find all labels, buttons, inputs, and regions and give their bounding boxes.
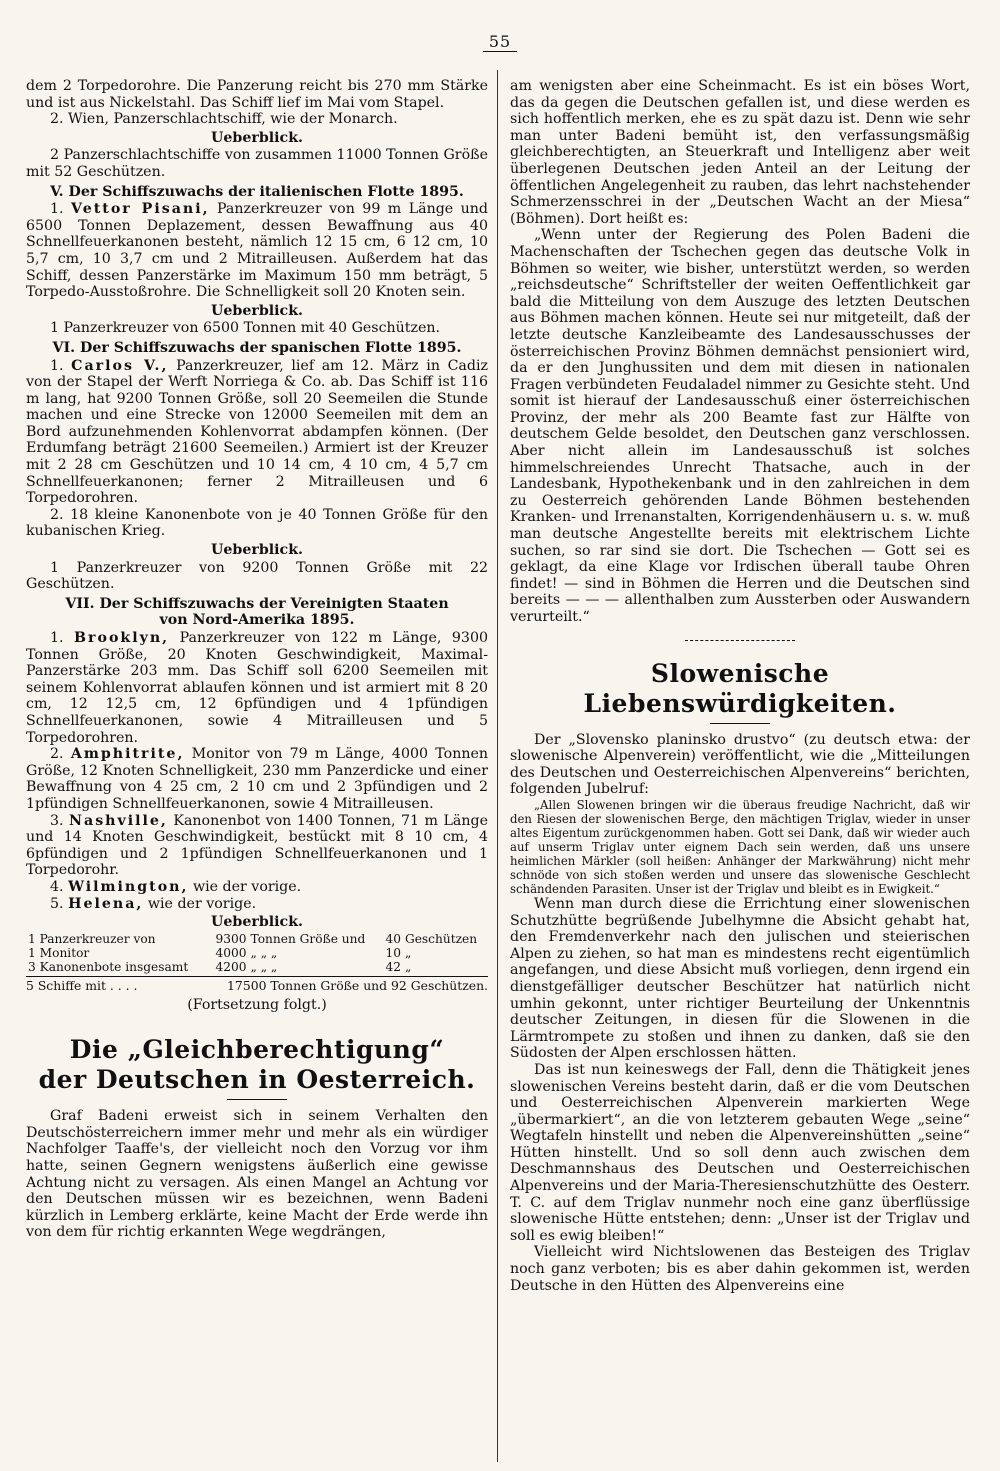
summary-row xyxy=(26,946,488,960)
paragraph: 1. Carlos V., Panzerkreuzer, lief am 12. März in Cadiz von der Stapel der Werft Norriega & Co. ab. Das Schiff ist 116 m lang, hat 9200 Tonnen Größe, soll 20 Seemeilen die Stunde machen und eine Strecke von 12000 Seemeilen mit dem an Bord aufzunehmenden Kohlenvorrat abdampfen können. (Der Erdumfang beträgt 21600 Seemeilen.) Armiert ist der Kreuzer mit 2 28 cm Geschützen und 10 14 cm, 4 10 cm, 4 5,7 cm Schnellfeuerkanonen; ferner 2 Mitrailleusen und 6 Torpedorohren. xyxy=(26,357,488,507)
paragraph: 2. Amphitrite, Monitor von 79 m Länge, 4000 Tonnen Größe, 12 Knoten Schnelligkeit, 230 mm Panzerdicke und einer Bewaffnung von 4 25 cm, 2 10 cm und 2 3pfündigen und 2 1pfündigen Schnellfeuerkanonen, sowie 4 Mitrailleusen. xyxy=(26,746,488,812)
overview-heading: Ueberblick. xyxy=(211,542,303,559)
paragraph: Der „Slovensko planinsko drustvo“ (zu deutsch etwa: der slowenische Alpenverein) veröffentlicht, wie die „Mitteilungen des Deutschen und Oesterreichischen Alpenvereins“ berichten, folgenden Jubelruf: xyxy=(510,731,970,798)
article-title: Die „Gleichberechtigung“ der Deutschen in Oesterreich. xyxy=(38,1035,476,1095)
title-rule xyxy=(710,723,770,724)
ship-name: Nashville, xyxy=(69,812,168,829)
summary-row xyxy=(26,960,488,974)
article-title: Slowenische Liebenswürdigkeiten. xyxy=(583,658,897,718)
page-number: 55 xyxy=(0,32,1000,51)
left-column xyxy=(26,78,488,1463)
paragraph: 2 Panzerschlachtschiffe von zusammen 11000 Tonnen Größe mit 52 Geschützen. xyxy=(26,147,488,180)
summary-total: 5 Schiffe mit . . . . 17500 Tonnen Größe und 92 Geschützen. xyxy=(26,977,488,993)
ship-name: Carlos V., xyxy=(71,357,169,374)
paragraph: 3. Nashville, Kanonenbot von 1400 Tonnen, 71 m Länge und 14 Knoten Geschwindigkeit, bestückt mit 8 10 cm, 4 6pfündigen und 2 1pfündigen Schnellfeuerkanonen und 1 Torpedorohr. xyxy=(26,812,488,879)
paragraph: Graf Badeni erweist sich in seinem Verhalten den Deutschösterreichern immer mehr und mehr als ein würdiger Nachfolger Taaffe's, der vielleicht noch den Vorzug vor ihm hatte, seinen Gegnern wenigstens äußerlich eine gewisse Achtung nicht zu versagen. Als einen Mangel an Achtung vor den Deutschen müssen wir es bezeichnen, wenn Badeni kürzlich in Lemberg erklärte, keine Macht der Erde werde ihn von dem für richtig erkannten Wege wegdrängen, xyxy=(26,1108,488,1241)
ship-name: Vettor Pisani, xyxy=(71,201,210,218)
summary-cell: 40 xyxy=(385,931,401,946)
paragraph: 2. 18 kleine Kanonenbote von je 40 Tonnen Größe für den kubanischen Krieg. xyxy=(26,506,488,540)
section-heading: VI. Der Schiffszuwachs der spanischen Flotte 1895. xyxy=(52,339,462,356)
paragraph: dem 2 Torpedorohre. Die Panzerung reicht bis 270 mm Stärke und ist aus Nickelstahl. Das Schiff lief im Mai vom Stapel. xyxy=(26,78,488,111)
section-heading: von Nord-Amerika 1895. xyxy=(159,612,355,629)
ship-name: Brooklyn, xyxy=(74,630,170,646)
ship-name: Wilmington, xyxy=(68,878,189,895)
paragraph: Vielleicht wird Nichtslowenen das Besteigen des Triglav noch ganz verboten; bis es aber dahin gekommen ist, werden Deutsche in den Hütten des Alpenvereins eine xyxy=(510,1244,970,1294)
continuation-note: (Fortsetzung folgt.) xyxy=(187,996,327,1013)
right-column xyxy=(510,78,970,1463)
summary-table xyxy=(26,932,488,974)
section-heading: V. Der Schiffszuwachs der italienischen Flotte 1895. xyxy=(50,183,464,200)
summary-cell: 3 Kanonenbote insgesamt xyxy=(28,959,189,974)
summary-cell: „ xyxy=(404,945,412,960)
summary-cell: Geschützen xyxy=(404,931,478,946)
paragraph: 1. Brooklyn, Panzerkreuzer von 122 m Länge, 9300 Tonnen Größe, 20 Knoten Geschwindigkeit, Maximal-Panzerstärke 203 mm. Das Schiff soll 6200 Seemeilen mit seinem Kohlenvorrat ablaufen können und ist armiert mit 8 20 cm, 12 12,5 cm, 12 6pfündigen und 4 1pfündigen Schnellfeuerkanonen, sowie 4 Mitrailleusen und 5 Torpedorohren. xyxy=(26,630,488,746)
summary-cell: „ xyxy=(404,959,412,974)
summary-cell: „ „ „ xyxy=(250,959,278,974)
summary-row xyxy=(26,932,488,946)
paragraph: Das ist nun keineswegs der Fall, denn die Thätigkeit jenes slowenischen Vereins besteht darin, daß er die vom Deutschen und Oesterreichischen Alpenverein markierten Wege „übermarkiert“, an die von letzterem gebauten Wege „seine“ Wegtafeln hinstellt und neben die Alpenvereinshütten „seine“ Hütten hinstellt. Und so soll denn auch zwischen dem Deschmannshaus des Deutschen und Oesterreichischen Alpenvereins und der Maria-Theresienschutzhütte des Oesterr. T. C. auf dem Triglav nunmehr noch eine ganz überflüssige slowenische Hütte entstehen; denn: „Unser ist der Triglav und soll es ewig bleiben!“ xyxy=(510,1061,970,1244)
paragraph: 4. Wilmington, wie der vorige. xyxy=(50,878,302,895)
paragraph: 1 Panzerkreuzer von 6500 Tonnen mit 40 Geschützen. xyxy=(50,320,441,337)
summary-cell: 10 xyxy=(385,945,401,960)
summary-cell: „ „ „ xyxy=(250,945,278,960)
paragraph: Wenn man durch diese die Errichtung einer slowenischen Schutzhütte begrüßende Jubelhymne die Absicht gehabt hat, den Fremdenverkehr nach den julischen und steierischen Alpen zu ziehen, so hat man es mindestens recht eigentümlich angefangen, und diese Absicht muß vorliegen, denn irgend ein dienstgefälliger deutscher Beschützer hat natürlich nicht umhin gekonnt, unter richtiger Beurteilung der Unkenntnis deutscher Zeitungen, in diesen für die Slowenen in die Lärmtrompete zu stoßen und ihnen zu danken, daß sie den Südosten der Alpen erschlossen hätten. xyxy=(510,895,970,1062)
overview-heading: Ueberblick. xyxy=(211,129,303,146)
title-rule xyxy=(227,1099,287,1100)
paragraph: am wenigsten aber eine Scheinmacht. Es ist ein böses Wort, das da gegen die Deutschen gefallen ist, und diese werden es sich hoffentlich merken, ehe es zu spät dazu ist. Denn wie sehr man unter Badeni bemüht ist, den verfassungsmäßig gleichberechtigten, an Steuerkraft und Intelligenz aber weit überlegenen Deutschen jeden Anteil an der Leitung der öffentlichen Angelegenheit zu rauben, das lehrt nachstehender Schmerzensschrei in der „Deutschen Wacht an der Miesa“ (Böhmen). Dort heißt es: xyxy=(510,78,970,227)
paragraph: 5. Helena, wie der vorige. xyxy=(50,895,257,912)
ship-name: Amphitrite, xyxy=(70,746,185,763)
paragraph: 1. Vettor Pisani, Panzerkreuzer von 99 m Länge und 6500 Tonnen Deplazement, dessen Bewaffnung aus 40 Schnellfeuerkanonen besteht, nämlich 12 15 cm, 6 12 cm, 10 5,7 cm, 10 3,7 cm und 2 Mitrailleusen. Außerdem hat das Schiff, dessen Panzerstärke im Maximum 150 mm beträgt, 5 Torpedo-Ausstoßrohre. Die Schnelligkeit soll 20 Knoten sein. xyxy=(26,201,488,301)
summary-cell: 1 Panzerkreuzer von xyxy=(28,931,156,946)
summary-cell: 42 xyxy=(385,959,401,974)
paragraph: 1 Panzerkreuzer von 9200 Tonnen Größe mit 22 Geschützen. xyxy=(26,559,488,593)
paragraph: 2. Wien, Panzerschlachtschiff, wie der Monarch. xyxy=(50,111,398,128)
ship-name: Helena, xyxy=(68,895,144,912)
column-divider xyxy=(497,70,498,1462)
overview-heading: Ueberblick. xyxy=(211,914,303,931)
section-heading: VII. Der Schiffszuwachs der Vereinigten Staaten xyxy=(65,595,449,612)
summary-cell: 9300 xyxy=(215,931,247,946)
summary-cell: Tonnen Größe und xyxy=(250,931,366,946)
summary-cell: 4200 xyxy=(215,959,247,974)
quote-paragraph: „Allen Slowenen bringen wir die überaus freudige Nachricht, daß wir den Riesen der slowenischen Berge, den mächtigen Triglav, wieder in unser altes Eigentum zurückgenommen haben. Gott sei Dank, daß wir wieder auch auf unserm Triglav unter eignem Dach sein werden, daß uns unsere heimlichen Märkler (soll heißen: Anhänger der Markwährung) nicht mehr schnöde von sich stoßen werden und unsere das slowenische Geschlecht schändenden Parasiten. Unser ist der Triglav und bleibt es in Ewigkeit.“ xyxy=(510,797,970,896)
quote-paragraph: „Wenn unter der Regierung des Polen Badeni die Machenschaften der Tschechen gegen das deutsche Volk in Böhmen so weiter, wie bisher, unterstützt werden, so werden „reichsdeutsche“ Schriftsteller der weiten Oeffentlichkeit gar bald die Mitteilung von dem Auszuge des letzten Deutschen aus Böhmen machen können. Heute sei nur mitgeteilt, daß der letzte deutsche Kanzleibeamte des Landesausschusses der österreichischen Provinz Böhmen demnächst pensioniert wird, da er den Junghussiten und dem mit diesen in nationalen Fragen verbündeten Feudaladel nimmer zu Gesichte steht. Und somit ist hierauf der Landesausschuß einer österreichischen Provinz, der mehr als 200 Beamte fast zur Hälfte von deutschem Gelde besoldet, den Deutschen ganz verschlossen. Aber nicht allein im Landesausschuß ist solches himmelschreiendes Unrecht Thatsache, auch in der Landesbank, Hypothekenbank und in den zahlreichen in dem zu Oesterreich gehörenden Lande Böhmen bestehenden Kranken- und Irrenanstalten, Korrigendenhäusern u. s. w. muß man deutsche Angestellte bereits mit elektrischem Lichte suchen, so rar sind sie dort. Die Tschechen — Gott sei es geklagt, da eine Klage vor Irdischen überall taube Ohren findet! — sind in Böhmen die Herren und die Deutschen sind bereits — — — allenthalben zum Aussterben oder Auswandern verurteilt.“ xyxy=(510,227,970,625)
summary-cell: 4000 xyxy=(215,945,247,960)
overview-heading: Ueberblick. xyxy=(211,302,303,319)
section-divider xyxy=(685,640,795,641)
summary-cell: 1 Monitor xyxy=(28,945,90,960)
